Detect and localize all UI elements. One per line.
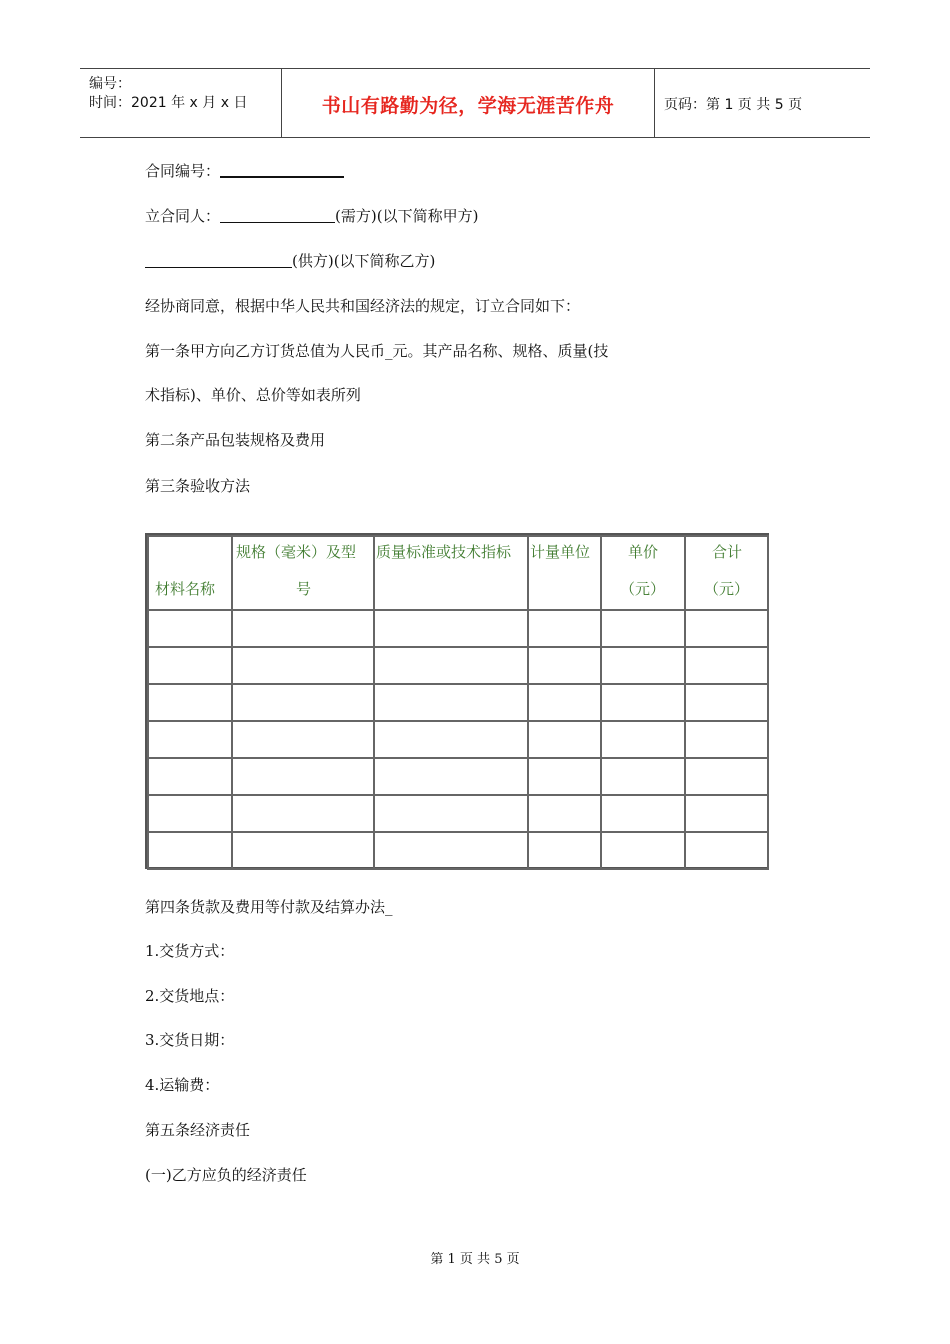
table-cell[interactable] <box>528 684 601 721</box>
table-cell[interactable] <box>528 721 601 758</box>
table-cell[interactable] <box>528 610 601 647</box>
table-cell[interactable] <box>685 684 768 721</box>
table-cell[interactable] <box>374 758 528 795</box>
table-cell[interactable] <box>685 610 768 647</box>
header-meta <box>80 69 281 137</box>
table-cell[interactable] <box>374 832 528 869</box>
table-cell[interactable] <box>685 721 768 758</box>
table-cell[interactable] <box>374 684 528 721</box>
intro-text: 经协商同意，根据中华人民共和国经济法的规定，订立合同如下： <box>145 297 581 315</box>
table-cell[interactable] <box>528 795 601 832</box>
table-cell[interactable] <box>601 610 685 647</box>
table-cell[interactable] <box>374 721 528 758</box>
article-5: 第五条经济责任 <box>145 1121 251 1139</box>
delivery-date: 3.交货日期： <box>145 1031 235 1049</box>
table-cell[interactable] <box>685 832 768 869</box>
col-spec-model: 规格（毫米）及型 号 <box>232 536 374 610</box>
contract-number-label: 合同编号： <box>145 162 221 180</box>
col-unit: 计量单位 <box>528 536 601 610</box>
col-material-name: 材料名称 <box>148 536 232 610</box>
party-b-role: (供方)(以下简称乙方) <box>292 252 436 270</box>
table-row <box>148 610 768 647</box>
party-b-line <box>145 251 435 271</box>
table-row <box>148 684 768 721</box>
table-cell[interactable] <box>601 832 685 869</box>
table-row <box>148 832 768 869</box>
motto: 书山有路勤为径，学海无涯苦作舟 <box>321 95 615 117</box>
party-b-liability: (一)乙方应负的经济责任 <box>145 1166 307 1184</box>
table-cell[interactable] <box>528 647 601 684</box>
col-total: 合计 （元） <box>685 536 768 610</box>
contract-number-blank <box>220 176 344 178</box>
table-cell[interactable] <box>232 684 374 721</box>
table-cell[interactable] <box>232 795 374 832</box>
table-cell[interactable] <box>601 795 685 832</box>
header-page-cell <box>654 69 870 137</box>
party-b-blank <box>145 267 292 268</box>
time-label: 时间：2021 年 x 月 x 日 <box>89 95 248 111</box>
party-a-line <box>145 206 478 226</box>
table-cell[interactable] <box>232 721 374 758</box>
table-row <box>148 721 768 758</box>
table-cell[interactable] <box>232 758 374 795</box>
party-a-blank <box>220 222 335 223</box>
table-row <box>148 647 768 684</box>
party-a-label: 立合同人： <box>145 207 221 225</box>
table-cell[interactable] <box>601 647 685 684</box>
col-unit-price: 单价 （元） <box>601 536 685 610</box>
table-cell[interactable] <box>528 758 601 795</box>
table-cell[interactable] <box>148 795 232 832</box>
table-cell[interactable] <box>685 647 768 684</box>
col-quality-standard: 质量标准或技术指标 <box>374 536 528 610</box>
delivery-method: 1.交货方式： <box>145 942 235 960</box>
table-row <box>148 758 768 795</box>
table-cell[interactable] <box>148 721 232 758</box>
number-label: 编号： <box>89 76 131 92</box>
table-cell[interactable] <box>528 832 601 869</box>
header-motto-cell <box>281 69 655 137</box>
table-cell[interactable] <box>232 832 374 869</box>
table-cell[interactable] <box>232 610 374 647</box>
table-cell[interactable] <box>601 684 685 721</box>
table-cell[interactable] <box>374 647 528 684</box>
page-info: 页码：第 1 页 共 5 页 <box>664 97 803 113</box>
table-row <box>148 795 768 832</box>
article-2: 第二条产品包装规格及费用 <box>145 431 326 449</box>
page-header <box>80 68 870 138</box>
article-1-line-1: 第一条甲方向乙方订货总值为人民币_元。其产品名称、规格、质量(技 <box>145 342 609 360</box>
table-cell[interactable] <box>685 758 768 795</box>
article-4: 第四条货款及费用等付款及结算办法_ <box>145 898 393 916</box>
article-3: 第三条验收方法 <box>145 477 251 495</box>
table-cell[interactable] <box>148 758 232 795</box>
table-cell[interactable] <box>374 795 528 832</box>
table-cell[interactable] <box>148 647 232 684</box>
transport-fee: 4.运输费： <box>145 1076 220 1094</box>
delivery-location: 2.交货地点： <box>145 987 235 1005</box>
table-cell[interactable] <box>685 795 768 832</box>
article-1-line-2: 术指标)、单价、总价等如表所列 <box>145 386 361 404</box>
table-cell[interactable] <box>148 832 232 869</box>
table-cell[interactable] <box>232 647 374 684</box>
table-cell[interactable] <box>601 721 685 758</box>
table-cell[interactable] <box>148 684 232 721</box>
table-cell[interactable] <box>601 758 685 795</box>
party-a-role: (需方)(以下简称甲方) <box>335 207 479 225</box>
page-footer: 第 1 页 共 5 页 <box>430 1252 520 1267</box>
product-table <box>145 533 769 869</box>
table-cell[interactable] <box>374 610 528 647</box>
table-cell[interactable] <box>148 610 232 647</box>
contract-number-line <box>145 161 344 181</box>
